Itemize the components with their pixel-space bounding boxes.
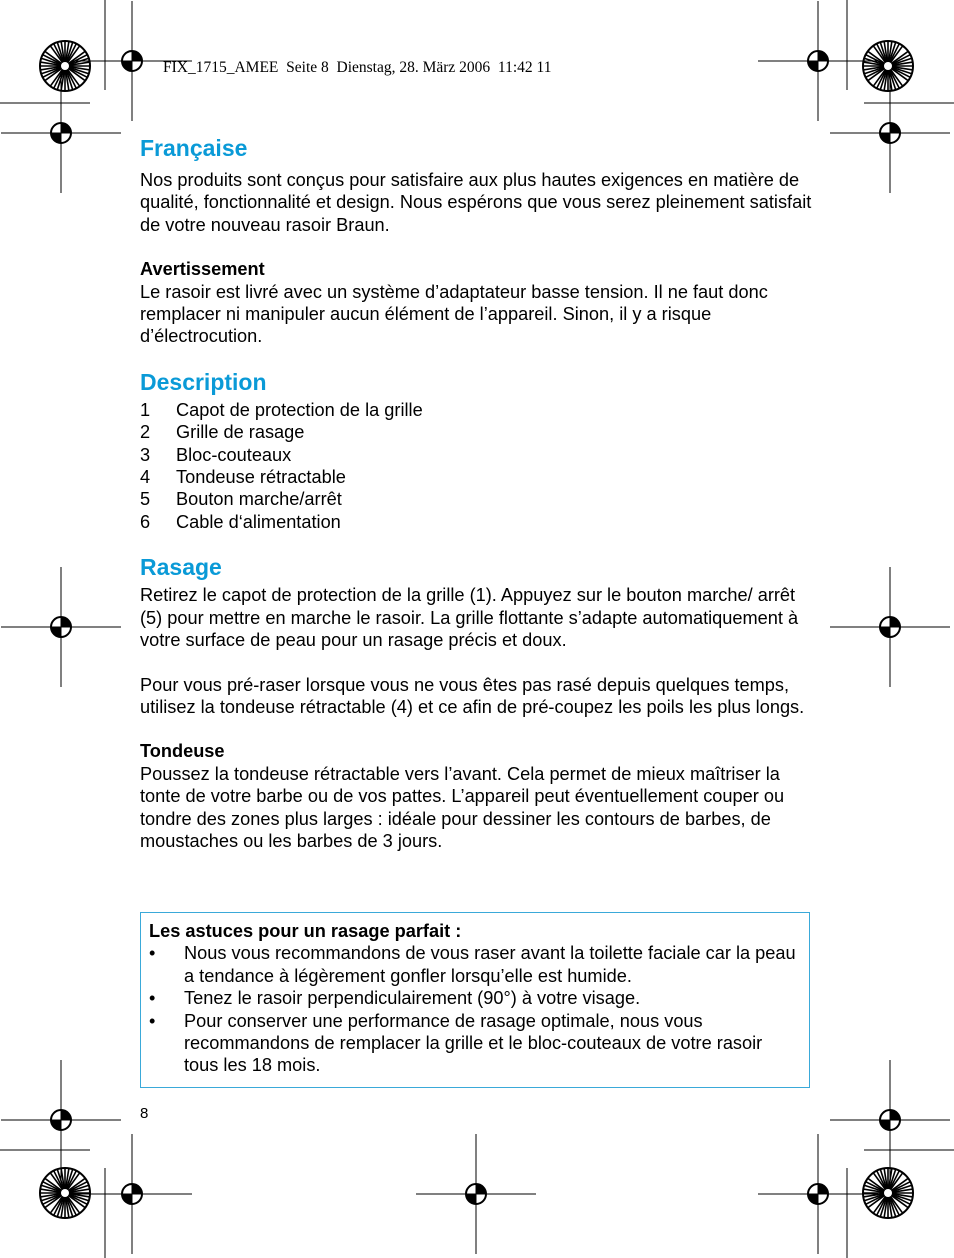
item-number: 6	[140, 511, 151, 532]
item-number: 1	[140, 399, 151, 420]
manual-content	[140, 134, 812, 852]
section-title-description: Description	[140, 368, 267, 395]
item-number: 5	[140, 489, 151, 510]
list-item	[140, 421, 812, 443]
tip-text: Tenez le rasoir perpendiculairement (90°) à votre visage.	[184, 988, 641, 1009]
list-item	[140, 511, 812, 533]
warning-paragraph: Le rasoir est livré avec un système d’adaptateur basse tension. Il ne faut donc remplacer ni manipuler aucun élément de l’appareil. Sinon, il y a risque d’électrocution.	[140, 281, 768, 347]
list-item	[140, 399, 812, 421]
list-item	[149, 942, 801, 987]
bullet: •	[149, 943, 156, 964]
item-label: Grille de rasage	[176, 422, 305, 443]
parts-list	[140, 399, 812, 533]
list-item	[149, 987, 801, 1009]
tip-text: Pour conserver une performance de rasage optimale, nous vous recommandons de remplacer la grille et le bloc-couteaux de votre rasoir tous les 18 mois.	[184, 1010, 763, 1076]
page-number: 8	[140, 1105, 149, 1122]
intro-paragraph: Nos produits sont conçus pour satisfaire aux plus hautes exigences en matière de qualité, fonctionnalité et design. Nous espérons que vous serez pleinement satisfait de votre nouveau rasoir Braun.	[140, 170, 812, 235]
tips-list	[149, 942, 801, 1076]
item-number: 2	[140, 422, 151, 443]
rasage-paragraph-1: Retirez le capot de protection de la grille (1). Appuyez sur le bouton marche/ arrêt (5) pour mettre en marche le rasoir. La grille flottante s’adapte automatiquement à votre surface de peau pour un rasage précis et doux.	[140, 585, 799, 651]
item-label: Tondeuse rétractable	[176, 467, 346, 488]
item-label: Capot de protection de la grille	[176, 399, 423, 420]
tip-text: Nous vous recommandons de vous raser avant la toilette faciale car la peau a tendance à légèrement gonfler lorsqu’elle est humide.	[184, 943, 796, 986]
tips-box	[140, 912, 810, 1088]
item-number: 3	[140, 444, 151, 465]
tondeuse-paragraph: Poussez la tondeuse rétractable vers l’avant. Cela permet de mieux maîtriser la tonte de votre barbe ou de vos pattes. L’appareil peut éventuellement couper ou tondre des zones plus larges : idéale pour dessiner les contours de barbes, de moustaches ou les barbes de 3 jours.	[140, 763, 785, 851]
tondeuse-heading: Tondeuse	[140, 741, 225, 762]
bullet: •	[149, 988, 156, 1009]
item-number: 4	[140, 467, 151, 488]
item-label: Cable d‘alimentation	[176, 511, 341, 532]
section-title-francaise: Française	[140, 135, 248, 161]
list-item	[149, 1010, 801, 1077]
item-label: Bloc-couteaux	[176, 444, 292, 465]
list-item	[140, 466, 812, 488]
item-label: Bouton marche/arrêt	[176, 489, 342, 510]
list-item	[140, 444, 812, 466]
bullet: •	[149, 1010, 156, 1031]
print-slug: FIX_1715_AMEE Seite 8 Dienstag, 28. März 2006 11:42 11	[163, 59, 552, 76]
warning-heading: Avertissement	[140, 259, 265, 280]
list-item	[140, 488, 812, 510]
tips-heading: Les astuces pour un rasage parfait :	[149, 921, 462, 941]
rasage-paragraph-2: Pour vous pré-raser lorsque vous ne vous êtes pas rasé depuis quelques temps, utilisez la tondeuse rétractable (4) et ce afin de pré-coupez les poils les plus longs.	[140, 674, 805, 717]
section-title-rasage: Rasage	[140, 554, 222, 581]
